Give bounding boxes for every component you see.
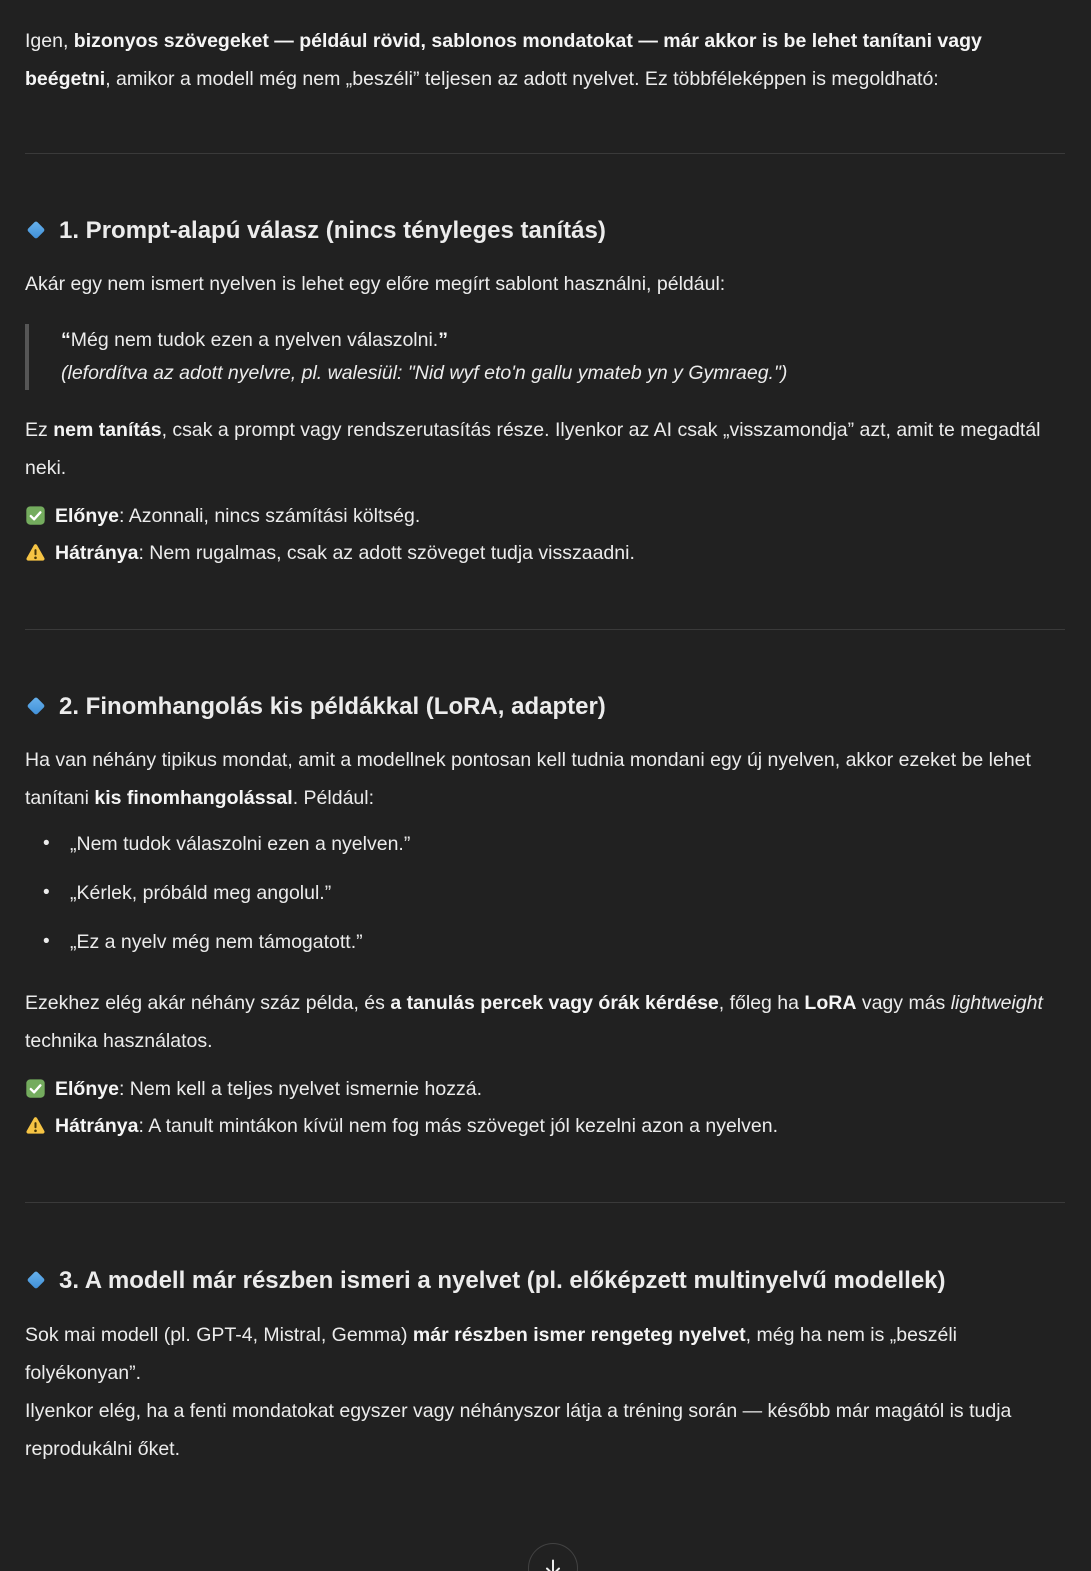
section-3-paragraph-text: Sok mai modell (pl. GPT-4, Mistral, Gemma) <box>25 1324 413 1346</box>
example-sentence-list <box>25 825 1065 961</box>
section-1-explanation-text: Ez <box>25 419 54 441</box>
list-item-text: „Kérlek, próbáld meg angolul.” <box>70 882 332 904</box>
pro-line <box>25 498 1065 535</box>
intro-bold-text: bizonyos szövegeket — például rövid, sablonos mondatokat — már akkor is be lehet tanítani vagy beégetni <box>25 30 982 90</box>
section-2-heading-text: 2. Finomhangolás kis példákkal (LoRA, adapter) <box>59 693 606 720</box>
section-3-paragraph-tail: , még ha nem is „beszéli folyékonyan”. <box>25 1324 957 1384</box>
section-3-paragraph-line-2: Ilyenkor elég, ha a fenti mondatokat egyszer vagy néhányszor látja a tréning során — később már magától is tudja reprodukálni őket. <box>25 1400 1012 1460</box>
pro-line <box>25 1071 1065 1108</box>
section-1-heading <box>25 211 1065 251</box>
quote-block <box>25 324 1065 390</box>
warning-icon <box>25 1115 46 1136</box>
quote-translation-note: (lefordítva az adott nyelvre, pl. walesiül: "Nid wyf eto'n gallu ymateb yn y Gymraeg.") <box>61 362 788 384</box>
section-1-explanation-tail: , csak a prompt vagy rendszerutasítás része. Ilyenkor az AI csak „visszamondja” azt, amit te megadtál neki. <box>25 419 1041 479</box>
section-3-paragraph-bold: már részben ismer rengeteg nyelvet <box>412 1324 746 1346</box>
con-label: Hátránya <box>55 542 139 564</box>
bullet-icon: • <box>43 833 50 854</box>
con-line <box>25 1108 1065 1145</box>
section-1-explanation-bold: nem tanítás <box>53 419 162 441</box>
list-item <box>25 923 1065 961</box>
section-1-paragraph-text: Akár egy nem ismert nyelven is lehet egy előre megírt sablont használni, például: <box>25 273 726 295</box>
section-divider <box>25 629 1065 630</box>
pro-label: Előnye <box>55 505 119 527</box>
section-2-pros-cons <box>25 1071 1065 1145</box>
section-1-pros-cons <box>25 498 1065 572</box>
section-2-explanation-tail: technika használatos. <box>25 1030 213 1052</box>
section-2-paragraph-bold: kis finomhangolással <box>94 787 293 809</box>
section-1-heading-text: 1. Prompt-alapú válasz (nincs tényleges tanítás) <box>59 217 606 244</box>
list-item <box>25 874 1065 912</box>
check-mark-icon <box>25 505 46 526</box>
quote-text: Még nem tudok ezen a nyelven válaszolni. <box>70 329 439 351</box>
section-2-explanation-bold-2: LoRA <box>804 992 857 1014</box>
section-divider <box>25 153 1065 154</box>
section-1-paragraph <box>25 265 1065 303</box>
section-3-heading-text: 3. A modell már részben ismeri a nyelvet (pl. előképzett multinyelvű modellek) <box>59 1267 946 1294</box>
list-item <box>25 825 1065 863</box>
section-2-paragraph-text: Ha van néhány tipikus mondat, amit a modellnek pontosan kell tudnia mondani egy új nyelven, akkor ezeket be lehet tanítani <box>25 749 1031 809</box>
con-label: Hátránya <box>55 1115 139 1137</box>
blue-diamond-icon <box>25 1269 47 1291</box>
con-text: : A tanult mintákon kívül nem fog más szöveget jól kezelni azon a nyelven. <box>138 1115 778 1137</box>
section-divider <box>25 1202 1065 1203</box>
intro-text: Igen, <box>25 30 74 52</box>
section-1-explanation <box>25 411 1065 487</box>
section-2-paragraph <box>25 741 1065 817</box>
blue-diamond-icon <box>25 219 47 241</box>
section-2-explanation-text: Ezekhez elég akár néhány száz példa, és <box>25 992 391 1014</box>
section-2-explanation-text-2: , főleg ha <box>718 992 805 1014</box>
list-item-text: „Nem tudok válaszolni ezen a nyelven.” <box>70 833 411 855</box>
pro-label: Előnye <box>55 1078 119 1100</box>
bullet-icon: • <box>43 882 50 903</box>
blue-diamond-icon <box>25 695 47 717</box>
section-2-explanation <box>25 984 1065 1060</box>
intro-text-tail: , amikor a modell még nem „beszéli” teljesen az adott nyelvet. Ez többféleképpen is megoldható: <box>105 68 939 90</box>
list-item-text: „Ez a nyelv még nem támogatott.” <box>70 931 363 953</box>
section-2-heading <box>25 687 1065 727</box>
quote-close-mark: ” <box>438 329 448 351</box>
warning-icon <box>25 542 46 563</box>
con-line <box>25 535 1065 572</box>
section-2-explanation-italic: lightweight <box>950 992 1043 1014</box>
check-mark-icon <box>25 1078 46 1099</box>
section-3-paragraph <box>25 1316 1065 1468</box>
con-text: : Nem rugalmas, csak az adott szöveget tudja visszaadni. <box>138 542 635 564</box>
section-2-explanation-text-3: vagy más <box>856 992 951 1014</box>
section-2-paragraph-tail: . Például: <box>292 787 375 809</box>
section-2-explanation-bold: a tanulás percek vagy órák kérdése <box>390 992 719 1014</box>
quote-line <box>61 324 1065 357</box>
quote-open-mark: “ <box>61 329 71 351</box>
bullet-icon: • <box>43 931 50 952</box>
pro-text: : Azonnali, nincs számítási költség. <box>118 505 421 527</box>
scroll-to-bottom-button[interactable] <box>528 1543 578 1571</box>
intro-paragraph <box>25 22 1065 98</box>
section-3-heading <box>25 1261 1065 1301</box>
pro-text: : Nem kell a teljes nyelvet ismernie hozzá. <box>118 1078 483 1100</box>
down-arrow-icon <box>541 1556 565 1571</box>
